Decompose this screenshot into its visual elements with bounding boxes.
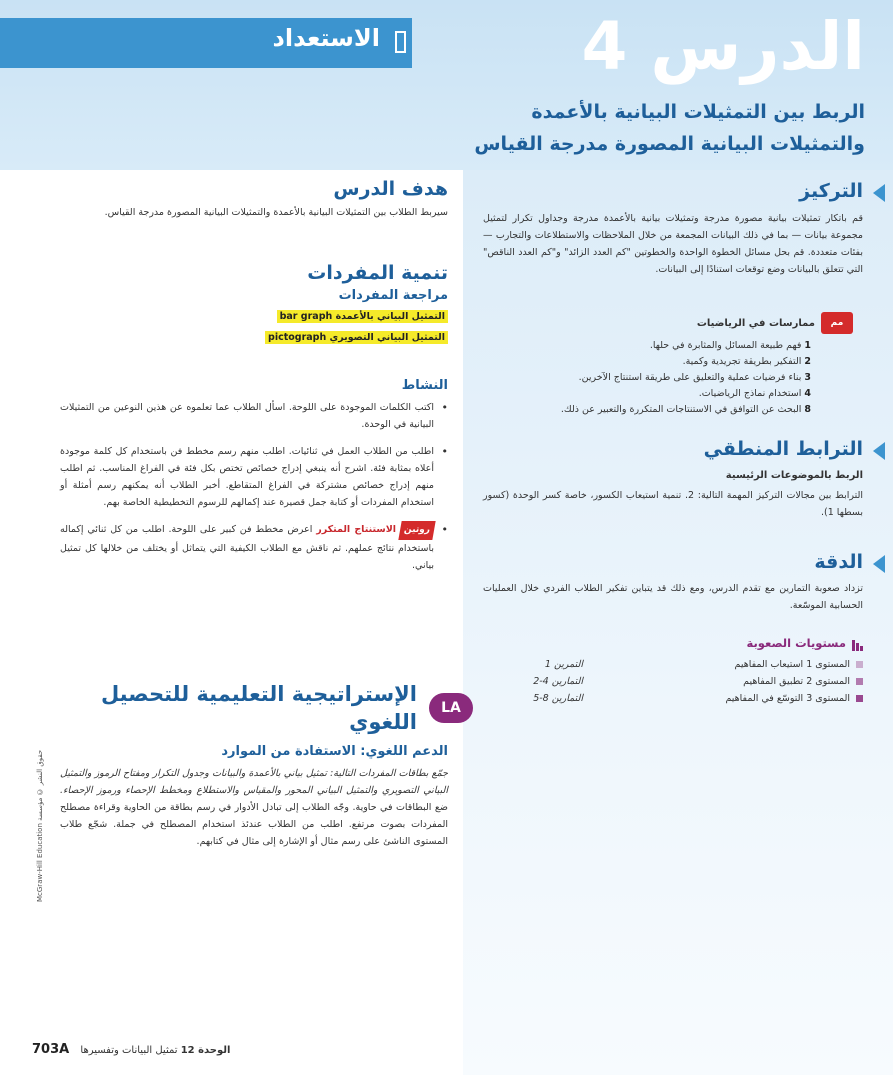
math-practices-title: ممارسات في الرياضيات <box>696 318 815 329</box>
rigor-body: تزداد صعوبة التمارين مع تقدم الدرس، ومع ذلك قد يتباين تفكير الطلاب الفردي خلال العمليات الحسابية الموسّعة. <box>483 583 863 611</box>
table-row: المستوى 2 تطبيق المفاهيم التمارين 4-2 <box>483 673 863 690</box>
vocab-term-pictograph: التمثيل البياني التصويري pictograph <box>60 332 448 343</box>
list-item: 1فهم طبيعة المسائل والمثابرة في حلها. <box>649 340 811 351</box>
difficulty-levels-title: مستويات الصعوبة <box>746 636 863 651</box>
language-section <box>60 744 448 850</box>
difficulty-levels-table <box>483 656 863 707</box>
lesson-subtitle-line2: والتمثيلات البيانية المصورة مدرجة القياس <box>474 133 865 155</box>
page-number: 703A <box>32 1042 70 1057</box>
list-item: 2التفكير بطريقة تجريدية وكمية. <box>682 356 811 367</box>
lesson-subtitle-line1: الربط بين التمثيلات البيانية بالأعمدة <box>531 101 865 123</box>
rigor-heading: الدقة <box>814 551 863 573</box>
coherence-body: الترابط بين مجالات التركيز المهمة التالية: 2. تنمية استيعاب الكسور، خاصة كسر الوحدة (كسور بسطها 1). <box>483 490 863 518</box>
activity-bullet-3: • روتينالاستنتاج المتكرر اعرض مخطط فن كبير على اللوحة. اطلب من كل ثنائي إكماله باستخدام نتائج عملهم. ثم ناقش مع الطلاب الكيفية التي يتماثل أو يختلف من خلالها كل تمثيل بياني. <box>60 521 448 574</box>
language-acquisition-badge: LA <box>429 693 473 723</box>
activity-heading: النشاط <box>401 378 448 393</box>
list-item: 4استخدام نماذج الرياضيات. <box>698 388 811 399</box>
table-row: المستوى 3 التوسّع في المفاهيم التمارين 8-5 <box>483 690 863 707</box>
lesson-title: الدرس 4 <box>581 8 865 85</box>
coherence-subheading: الربط بالموضوعات الرئيسية <box>725 470 863 481</box>
activity-bullet-2: • اطلب من الطلاب العمل في ثنائيات. اطلب منهم رسم مخطط فن باستخدام كل كلمة موجودة أعلاه بمثابة فئة. اشرح أنه ينبغي إدراج خصائص تختص بكل فئة في الفراغ المناسب. ثم اطلب منهم إدراج خصائص مشتركة في الفراغ المتقاطع. أخبر الطلاب أنه يمكنهم رسم أمثلة أو استخدام المفردات أو كتابة جمل قصيرة عند إكمالهم للرسوم التخطيطية الخاصة بهم. <box>60 443 448 511</box>
language-subheading: الدعم اللغوي: الاستفادة من الموارد <box>221 744 448 759</box>
readiness-title: الاستعداد <box>272 24 380 52</box>
activity-section <box>60 378 448 574</box>
list-item: 3بناء فرضيات عملية والتعليق على طريقة استنتاج الآخرين. <box>578 372 811 383</box>
copyright-credit: حقوق النشر © مؤسسة McGraw-Hill Education <box>36 750 44 903</box>
table-row: المستوى 1 استيعاب المفاهيم التمرين 1 <box>483 656 863 673</box>
focus-arrow-icon <box>873 184 885 202</box>
math-practices-icon: مم <box>821 312 853 334</box>
objective-heading: هدف الدرس <box>333 178 448 200</box>
vocab-heading: تنمية المفردات <box>307 262 448 284</box>
repeated-reasoning-label: الاستنتاج المتكرر <box>316 524 397 535</box>
footer-unit-label: الوحدة 12 <box>180 1045 231 1056</box>
focus-heading: التركيز <box>799 180 863 202</box>
math-practices-list <box>481 338 811 418</box>
activity-bullet-1: • اكتب الكلمات الموجودة على اللوحة. اسأل الطلاب عما تعلموه عن هذين النوعين من التمثيلات البيانية في الوحدة. <box>60 399 448 433</box>
readiness-tab <box>0 18 412 68</box>
vocab-review-heading: مراجعة المفردات <box>338 288 448 303</box>
difficulty-bars-icon <box>851 637 863 651</box>
right-column-panel <box>463 170 893 1075</box>
objective-section <box>60 178 448 221</box>
list-item: 8البحث عن التوافق في الاستنتاجات المتكررة والتعبير عن ذلك. <box>560 404 811 415</box>
vocab-term-bar-graph: التمثيل البياني بالأعمدة bar graph <box>60 311 448 322</box>
rigor-arrow-icon <box>873 555 885 573</box>
footer-unit-title: تمثيل البيانات وتفسيرها <box>80 1045 178 1056</box>
tab-marker-icon <box>395 31 406 53</box>
routine-badge: روتين <box>398 521 435 540</box>
lesson-subtitle <box>445 96 865 160</box>
objective-body: سيربط الطلاب بين التمثيلات البيانية بالأعمدة والتمثيلات البيانية المصورة مدرجة القياس. <box>104 207 448 218</box>
focus-body: قم باتكار تمثيلات بيانية مصورة مدرجة وتمثيلات بيانية بالأعمدة مدرجة وجداول تكرار لتمثيل مجموعة بيانات — بما في ذلك البيانات المجمعة من خلال الملاحظات والاستطلاعات والتجارب — بفئات متعددة. قم بحل مسائل الخطوة الواحدة والخطوتين "كم العدد الزائد" و"كم العدد الناقص" التي تتعلق بالبيانات وضع توقعات استنادًا إلى البيانات. <box>483 213 863 275</box>
language-strategy-heading: الإستراتيجية التعليمية للتحصيل اللغوي <box>100 682 417 734</box>
page-footer <box>32 1042 230 1057</box>
coherence-arrow-icon <box>873 442 885 460</box>
vocab-section <box>60 262 448 343</box>
coherence-heading: الترابط المنطقي <box>703 438 863 460</box>
language-body: جمّع بطاقات المفردات التالية: تمثيل بياني بالأعمدة والبيانات وجدول التكرار ومفتاح الرموز والتمثيل البياني التصويري والتمثيل البياني المحور والمقياس والاستطلاع ومخطط الإحصاء ورموز الإحصاء. ضع البطاقات في حاوية. وجّه الطلاب إلى تبادل الأدوار في رسم بطاقة من الحاوية وقراءة مصطلح المفردات بصوت مرتفع. اطلب من الطلاب عندئذ استخدام المصطلح في جملة. شجّع طلاب المستوى الناشئ على رسم مثال أو الإشارة إلى مثال في كتابهم. <box>60 768 448 847</box>
